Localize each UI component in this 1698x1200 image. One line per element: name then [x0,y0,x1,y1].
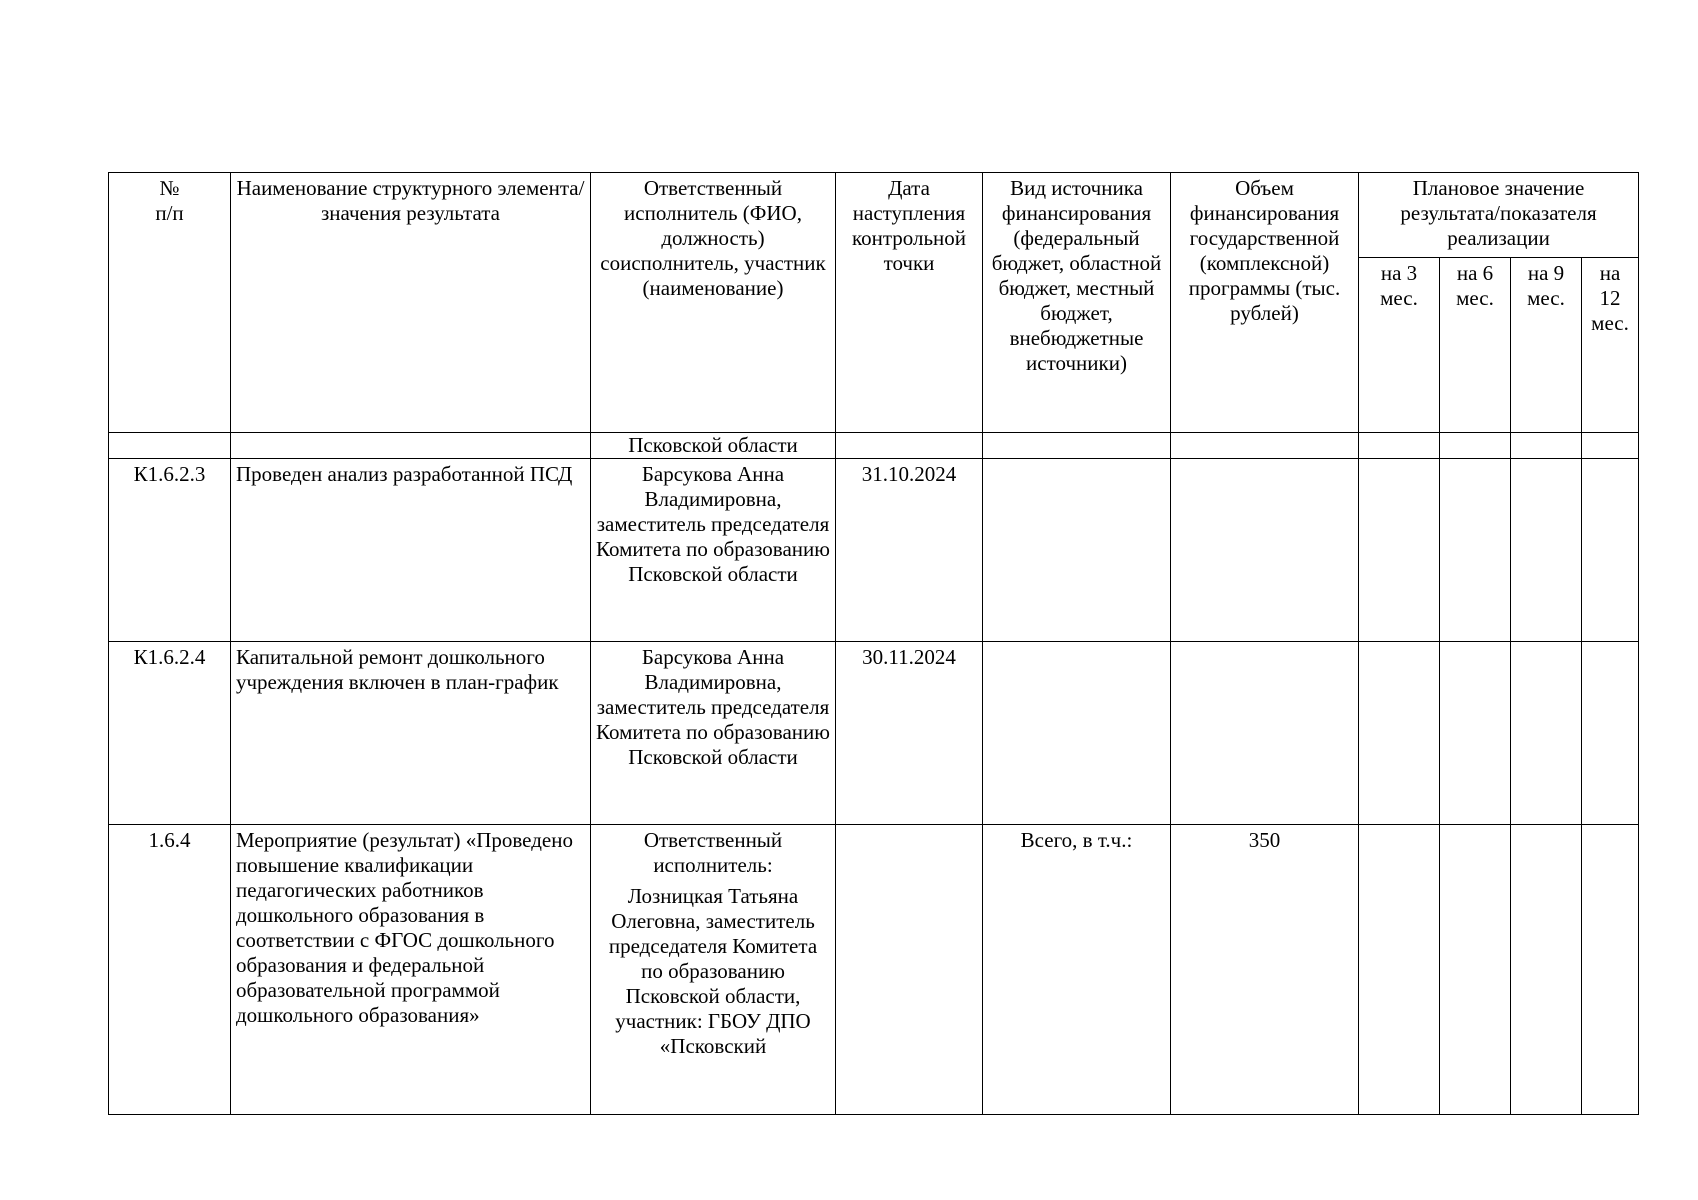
row-num [109,433,231,459]
row-volume: 350 [1171,825,1359,1115]
header-date: Дата наступления контрольной точки [836,173,983,433]
row-name [231,433,591,459]
row-responsible: Барсукова Анна Владимировна, заместитель председателя Комитета по образованию Псковской области [591,642,836,825]
row-m9 [1511,825,1582,1115]
row-name: Мероприятие (результат) «Проведено повышение квалификации педагогических работников дошкольного образования в соответствии с ФГОС дошкольного образования и федеральной образовательной программой дошкольного образования» [231,825,591,1115]
row-m6 [1440,825,1511,1115]
row-m3 [1359,642,1440,825]
row-date: 31.10.2024 [836,459,983,642]
row-m3 [1359,459,1440,642]
row-m9 [1511,459,1582,642]
table-row [109,642,1639,825]
header-m12: на 12 мес. [1582,258,1639,433]
row-source: Всего, в т.ч.: [983,825,1171,1115]
row-date [836,825,983,1115]
header-planned: Плановое значение результата/показателя реализации [1359,173,1639,258]
row-source [983,433,1171,459]
row-m3 [1359,433,1440,459]
row-name: Капитальной ремонт дошкольного учреждения включен в план-график [231,642,591,825]
row-responsible-label: Ответственный исполнитель: [643,828,783,877]
plan-table [108,172,1639,1115]
row-volume [1171,642,1359,825]
row-m9 [1511,433,1582,459]
row-num: К1.6.2.4 [109,642,231,825]
table-row [109,459,1639,642]
header-row [109,173,1639,258]
row-responsible-cell [591,825,836,1115]
row-m12 [1582,459,1639,642]
row-m12 [1582,642,1639,825]
row-m6 [1440,433,1511,459]
row-m6 [1440,642,1511,825]
header-source: Вид источника финансирования (федеральный бюджет, областной бюджет, местный бюджет, внебюджетные источники) [983,173,1171,433]
header-num: № п/п [109,173,231,433]
row-source [983,459,1171,642]
row-m12 [1582,433,1639,459]
row-date: 30.11.2024 [836,642,983,825]
row-m9 [1511,642,1582,825]
row-m6 [1440,459,1511,642]
header-volume: Объем финансирования государственной (комплексной) программы (тыс. рублей) [1171,173,1359,433]
row-volume [1171,459,1359,642]
table-row [109,825,1639,1115]
header-m6: на 6 мес. [1440,258,1511,433]
row-responsible: Барсукова Анна Владимировна, заместитель председателя Комитета по образованию Псковской области [591,459,836,642]
row-name: Проведен анализ разработанной ПСД [231,459,591,642]
header-responsible: Ответственный исполнитель (ФИО, должность) соисполнитель, участник (наименование) [591,173,836,433]
row-num: К1.6.2.3 [109,459,231,642]
row-volume [1171,433,1359,459]
header-m3: на 3 мес. [1359,258,1440,433]
table-row [109,433,1639,459]
row-responsible: Псковской области [591,433,836,459]
header-name: Наименование структурного элемента/ значения результата [231,173,591,433]
row-source [983,642,1171,825]
row-m12 [1582,825,1639,1115]
header-m9: на 9 мес. [1511,258,1582,433]
row-m3 [1359,825,1440,1115]
row-num: 1.6.4 [109,825,231,1115]
row-date [836,433,983,459]
row-responsible: Лозницкая Татьяна Олеговна, заместитель председателя Комитета по образованию Псковской области, участник: ГБОУ ДПО «Псковский [608,884,818,1058]
